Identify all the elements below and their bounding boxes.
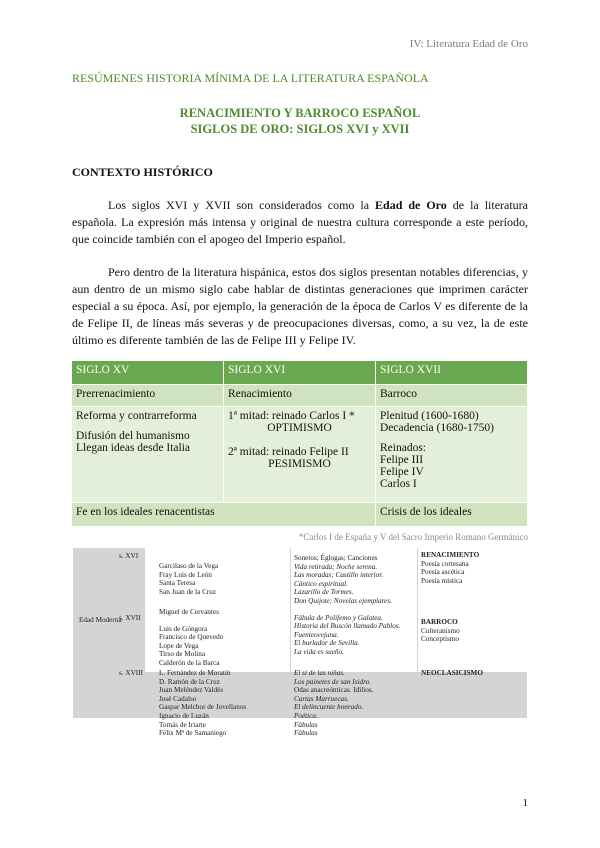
authors-xvii: [159, 608, 223, 668]
work: Fuenteovejuna.: [294, 630, 339, 639]
paragraph-1-end: de la literatura española. La expresión más intensa y original de nuestra cultura corresponde a este período, que coincide también con el apogeo del Imperio español.: [72, 198, 529, 246]
work: Don Quijote; Novelas ejemplares.: [294, 596, 392, 605]
century-xvii: s. XVII: [119, 614, 141, 622]
authors-xvi: [159, 562, 218, 596]
context-line: Decadencia (1680-1750): [380, 422, 494, 434]
literature-table: [73, 548, 527, 738]
author: Calderón de la Barca: [159, 658, 220, 667]
header-siglo-xvii: SIGLO XVII: [376, 361, 528, 385]
work: Fábulas: [294, 720, 318, 729]
section-heading: CONTEXTO HISTÓRICO: [72, 165, 213, 179]
work: Lazarillo de Tormes.: [294, 588, 354, 597]
movement-item: Poesía mística: [421, 576, 463, 585]
period-cell-2: Renacimiento: [224, 385, 376, 407]
work: Cántico espiritual.: [294, 579, 348, 588]
work: Fábula de Polifemo y Galatea.: [294, 613, 383, 622]
paragraph-1-bold: Edad de Oro: [375, 198, 447, 212]
footer-right-cell: Crisis de los ideales: [376, 503, 528, 527]
author: Santa Teresa: [159, 579, 196, 588]
period-cell-3: Barroco: [376, 385, 528, 407]
author: Tomás de Iriarte: [159, 720, 206, 729]
author: Gaspar Melchor de Jovellanos: [159, 703, 247, 712]
author: L. Fernández de Moratín: [159, 669, 231, 677]
work: Fábulas: [294, 729, 318, 738]
context-line: Felipe IV: [380, 466, 424, 478]
author: San Juan de la Cruz: [159, 587, 217, 596]
context-line: 1ª mitad: reinado Carlos I *: [228, 410, 355, 422]
running-header: IV: Literatura Edad de Oro: [409, 38, 528, 50]
context-cell-xv: [72, 407, 224, 503]
work: Sonetos; Églogas; Canciones: [294, 554, 378, 562]
author: Juan Meléndez Valdés: [159, 686, 224, 695]
movement-xvii: [421, 618, 460, 644]
works-xvi-xvii: [294, 554, 400, 657]
movement-name: BARROCO: [421, 618, 458, 626]
work: Las moradas; Castillo interior.: [294, 571, 384, 580]
context-cell-xvi: [224, 407, 376, 503]
paragraph-1: [72, 197, 528, 248]
document-title: RESÚMENES HISTORIA MÍNIMA DE LA LITERATURA ESPAÑOLA: [72, 71, 429, 85]
paragraph-2-text: Pero dentro de la literatura hispánica, estos dos siglos presentan notables diferencias, y aun dentro de un mismo siglo cabe hablar de distintas generaciones que imprimen carácter especial a su época. Así, por ejemplo, la generación de la época de Carlos V es diferente de la de Felipe II, de líneas más severas y de preocupaciones diversas, como, a su vez, la de este último es diferente también de las de Felipe III y Felipe IV.: [72, 265, 528, 347]
movement-item: Poesía ascética: [421, 568, 465, 577]
footer-left-cell: Fe en los ideales renacentistas: [72, 503, 376, 527]
movement-item: Conceptismo: [421, 635, 459, 644]
author: Miguel de Cervantes: [159, 608, 219, 616]
context-line: Reforma y contrarreforma: [76, 410, 197, 422]
author: Garcilaso de la Vega: [159, 562, 219, 570]
century-xvi: s. XVI: [119, 552, 139, 560]
context-cell-xvii: [376, 407, 528, 503]
period-cell-1: Prerrenacimiento: [72, 385, 224, 407]
author: Luis de Góngora: [159, 624, 208, 633]
paragraph-1-start: Los siglos XVI y XVII son considerados como la: [108, 198, 376, 212]
footnote: *Carlos I de España y V del Sacro Imperio Romano Germánico: [298, 532, 528, 542]
author: Lope de Vega: [159, 641, 199, 650]
context-line: 2ª mitad: reinado Felipe II: [228, 446, 349, 458]
context-line: Difusión del humanismo: [76, 430, 190, 442]
header-siglo-xv: SIGLO XV: [72, 361, 224, 385]
authors-xviii: [159, 669, 246, 738]
work: El sí de las niñas.: [294, 669, 345, 677]
subtitle-line-2: SIGLOS DE ORO: SIGLOS XVI y XVII: [190, 122, 410, 136]
era-label: Edad Moderna: [79, 616, 122, 624]
movement-xviii: NEOCLASICISMO: [421, 669, 483, 677]
work: Cartas Marruecas.: [294, 694, 349, 703]
author: Félix Mª de Samaniego: [159, 729, 227, 738]
work: La vida es sueño.: [294, 647, 344, 656]
author: D. Ramón de la Cruz: [159, 677, 220, 686]
works-xviii: [294, 669, 373, 738]
movement-item: Culteranismo: [421, 626, 460, 635]
author: Francisco de Quevedo: [159, 633, 224, 642]
work: El delincuente honrado.: [294, 703, 364, 712]
work: Historia del Buscón llamado Pablos.: [294, 622, 401, 631]
context-line: Plenitud (1600-1680): [380, 410, 479, 422]
author: Ignacio de Luzán: [159, 711, 209, 720]
context-line: PESIMISMO: [268, 458, 331, 470]
author: Fray Luis de León: [159, 570, 212, 579]
movement-name: RENACIMIENTO: [421, 551, 480, 559]
context-line: Carlos I: [380, 478, 417, 490]
header-siglo-xvi: SIGLO XVI: [224, 361, 376, 385]
work: Odas anacreónticas. Idilios.: [294, 686, 374, 695]
work: El burlador de Sevilla.: [294, 639, 360, 648]
context-line: Felipe III: [380, 454, 424, 466]
movement-xvi: [421, 551, 479, 585]
century-xviii: s. XVIII: [119, 669, 143, 677]
context-line: Reinados:: [380, 442, 426, 454]
context-line: OPTIMISMO: [267, 422, 332, 434]
author: José Cadalso: [159, 694, 197, 703]
movement-item: Poesía cortesana: [421, 559, 469, 568]
page-number: 1: [522, 797, 528, 809]
work: Vida retirada; Noche serena.: [294, 562, 378, 571]
author: Tirso de Molina: [159, 650, 206, 659]
work: Poética.: [294, 711, 318, 720]
context-line: Llegan ideas desde Italia: [76, 442, 190, 454]
work: Los painetes de san Isidro.: [294, 677, 371, 686]
comparison-table: [71, 360, 528, 527]
subtitle-line-1: RENACIMIENTO Y BARROCO ESPAÑOL: [179, 106, 421, 120]
paragraph-2: [72, 264, 528, 349]
